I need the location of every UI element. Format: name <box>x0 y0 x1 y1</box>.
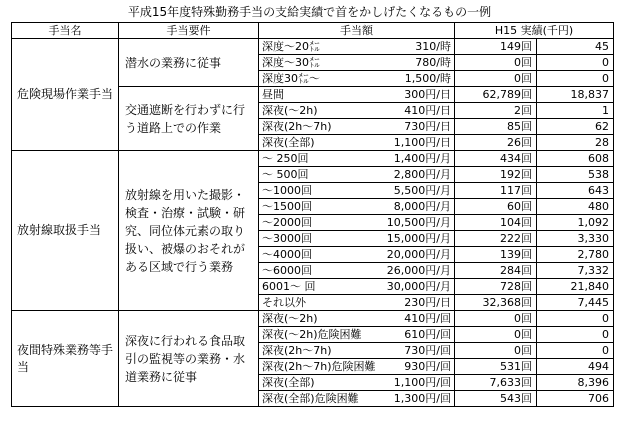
payment-count: 0回 <box>455 327 537 343</box>
amount-value: 730円/日 <box>404 119 451 133</box>
payment-total: 8,396 <box>537 375 614 391</box>
payment-total: 706 <box>537 391 614 407</box>
amount-label: ～ 250回 <box>262 151 309 165</box>
payment-total: 62 <box>537 119 614 135</box>
amount-value: 1,400円/月 <box>393 151 451 165</box>
table-row <box>12 311 614 327</box>
payment-count: 85回 <box>455 119 537 135</box>
amount-value: 780/時 <box>415 55 451 69</box>
payment-total: 28 <box>537 135 614 151</box>
allowance-amount <box>259 247 455 263</box>
payment-total: 18,837 <box>537 87 614 103</box>
amount-label: 深夜(2h～7h) <box>262 343 332 357</box>
amount-value: 410円/日 <box>404 103 451 117</box>
allowance-amount <box>259 391 455 407</box>
amount-value: 1,100円/回 <box>393 375 451 389</box>
amount-value: 410円/回 <box>404 311 451 325</box>
allowance-table <box>11 22 614 407</box>
allowance-name: 危険現場作業手当 <box>12 39 119 151</box>
amount-label: ～ 500回 <box>262 167 309 181</box>
amount-value: 1,100円/日 <box>393 135 451 149</box>
payment-total: 3,330 <box>537 231 614 247</box>
amount-label: 深度～20㍍ <box>262 39 320 53</box>
allowance-amount <box>259 263 455 279</box>
payment-total: 45 <box>537 39 614 55</box>
amount-value: 230円/日 <box>404 295 451 309</box>
allowance-amount <box>259 167 455 183</box>
allowance-amount <box>259 311 455 327</box>
amount-label: ～1000回 <box>262 183 312 197</box>
allowance-name: 放射線取扱手当 <box>12 151 119 311</box>
payment-total: 0 <box>537 71 614 87</box>
amount-label: 深夜(2h～7h) <box>262 119 332 133</box>
allowance-amount <box>259 55 455 71</box>
amount-value: 15,000円/月 <box>386 231 451 245</box>
payment-total: 0 <box>537 343 614 359</box>
payment-total: 608 <box>537 151 614 167</box>
amount-label: 深夜(～2h) <box>262 311 318 325</box>
payment-count: 117回 <box>455 183 537 199</box>
payment-total: 480 <box>537 199 614 215</box>
allowance-amount <box>259 343 455 359</box>
allowance-amount <box>259 151 455 167</box>
amount-value: 730円/回 <box>404 343 451 357</box>
header-requirement: 手当要件 <box>119 23 259 39</box>
payment-count: 60回 <box>455 199 537 215</box>
allowance-amount <box>259 87 455 103</box>
table-row <box>12 39 614 55</box>
amount-label: 深夜(～2h)危険困難 <box>262 327 362 341</box>
payment-total: 0 <box>537 55 614 71</box>
amount-label: 深夜(～2h) <box>262 103 318 117</box>
amount-value: 1,500/時 <box>404 71 451 85</box>
payment-count: 0回 <box>455 343 537 359</box>
payment-count: 0回 <box>455 311 537 327</box>
amount-value: 5,500円/月 <box>393 183 451 197</box>
allowance-amount <box>259 103 455 119</box>
amount-value: 10,500円/月 <box>386 215 451 229</box>
allowance-requirement: 深夜に行われる食品取引の監視等の業務・水道業務に従事 <box>119 311 259 407</box>
header-name: 手当名 <box>12 23 119 39</box>
payment-count: 0回 <box>455 71 537 87</box>
payment-count: 0回 <box>455 55 537 71</box>
amount-label: ～3000回 <box>262 231 312 245</box>
table-body <box>12 39 614 407</box>
document-title: 平成15年度特殊勤務手当の支給実績で首をかしげたくなるもの一例 <box>127 5 492 19</box>
payment-total: 1,092 <box>537 215 614 231</box>
amount-label: 6001～ 回 <box>262 279 316 293</box>
allowance-requirement: 交通遮断を行わずに行う道路上での作業 <box>119 87 259 151</box>
payment-total: 2,780 <box>537 247 614 263</box>
payment-count: 104回 <box>455 215 537 231</box>
amount-value: 20,000円/月 <box>386 247 451 261</box>
header-record: H15 実績(千円) <box>455 23 614 39</box>
payment-count: 7,633回 <box>455 375 537 391</box>
allowance-requirement: 潜水の業務に従事 <box>119 39 259 87</box>
payment-count: 728回 <box>455 279 537 295</box>
payment-total: 538 <box>537 167 614 183</box>
amount-label: ～6000回 <box>262 263 312 277</box>
payment-count: 284回 <box>455 263 537 279</box>
allowance-amount <box>259 327 455 343</box>
amount-value: 8,000円/月 <box>393 199 451 213</box>
payment-total: 0 <box>537 327 614 343</box>
allowance-amount <box>259 359 455 375</box>
amount-label: 深度30㍍～ <box>262 71 320 85</box>
allowance-amount <box>259 135 455 151</box>
table-row <box>12 151 614 167</box>
payment-total: 0 <box>537 311 614 327</box>
amount-label: ～1500回 <box>262 199 312 213</box>
payment-count: 32,368回 <box>455 295 537 311</box>
payment-count: 192回 <box>455 167 537 183</box>
amount-label: ～4000回 <box>262 247 312 261</box>
payment-count: 2回 <box>455 103 537 119</box>
amount-value: 26,000円/月 <box>386 263 451 277</box>
amount-label: 深度～30㍍ <box>262 55 320 69</box>
amount-value: 610円/回 <box>404 327 451 341</box>
allowance-amount <box>259 199 455 215</box>
payment-total: 494 <box>537 359 614 375</box>
allowance-amount <box>259 119 455 135</box>
payment-count: 149回 <box>455 39 537 55</box>
amount-label: 深夜(全部) <box>262 375 315 389</box>
allowance-amount <box>259 183 455 199</box>
payment-count: 531回 <box>455 359 537 375</box>
payment-count: 434回 <box>455 151 537 167</box>
allowance-amount <box>259 71 455 87</box>
payment-count: 62,789回 <box>455 87 537 103</box>
payment-count: 26回 <box>455 135 537 151</box>
amount-value: 1,300円/回 <box>393 391 451 405</box>
allowance-amount <box>259 231 455 247</box>
header-row <box>12 23 614 39</box>
amount-value: 930円/回 <box>404 359 451 373</box>
amount-label: 昼間 <box>262 87 284 101</box>
amount-label: ～2000回 <box>262 215 312 229</box>
amount-value: 310/時 <box>415 39 451 53</box>
allowance-amount <box>259 39 455 55</box>
amount-label: 深夜(2h～7h)危険困難 <box>262 359 376 373</box>
allowance-amount <box>259 295 455 311</box>
amount-label: それ以外 <box>262 295 306 309</box>
amount-value: 2,800円/月 <box>393 167 451 181</box>
payment-count: 543回 <box>455 391 537 407</box>
payment-total: 7,445 <box>537 295 614 311</box>
allowance-name: 夜間特殊業務等手当 <box>12 311 119 407</box>
payment-count: 222回 <box>455 231 537 247</box>
amount-value: 300円/日 <box>404 87 451 101</box>
allowance-requirement: 放射線を用いた撮影・検査・治療・試験・研究、同位体元素の取り扱い、被爆のおそれがある区域で行う業務 <box>119 151 259 311</box>
allowance-amount <box>259 375 455 391</box>
amount-label: 深夜(全部)危険困難 <box>262 391 359 405</box>
payment-total: 21,840 <box>537 279 614 295</box>
payment-total: 643 <box>537 183 614 199</box>
payment-count: 139回 <box>455 247 537 263</box>
allowance-amount <box>259 279 455 295</box>
payment-total: 7,332 <box>537 263 614 279</box>
amount-label: 深夜(全部) <box>262 135 315 149</box>
amount-value: 30,000円/月 <box>386 279 451 293</box>
allowance-amount <box>259 215 455 231</box>
payment-total: 1 <box>537 103 614 119</box>
header-amount: 手当額 <box>259 23 455 39</box>
